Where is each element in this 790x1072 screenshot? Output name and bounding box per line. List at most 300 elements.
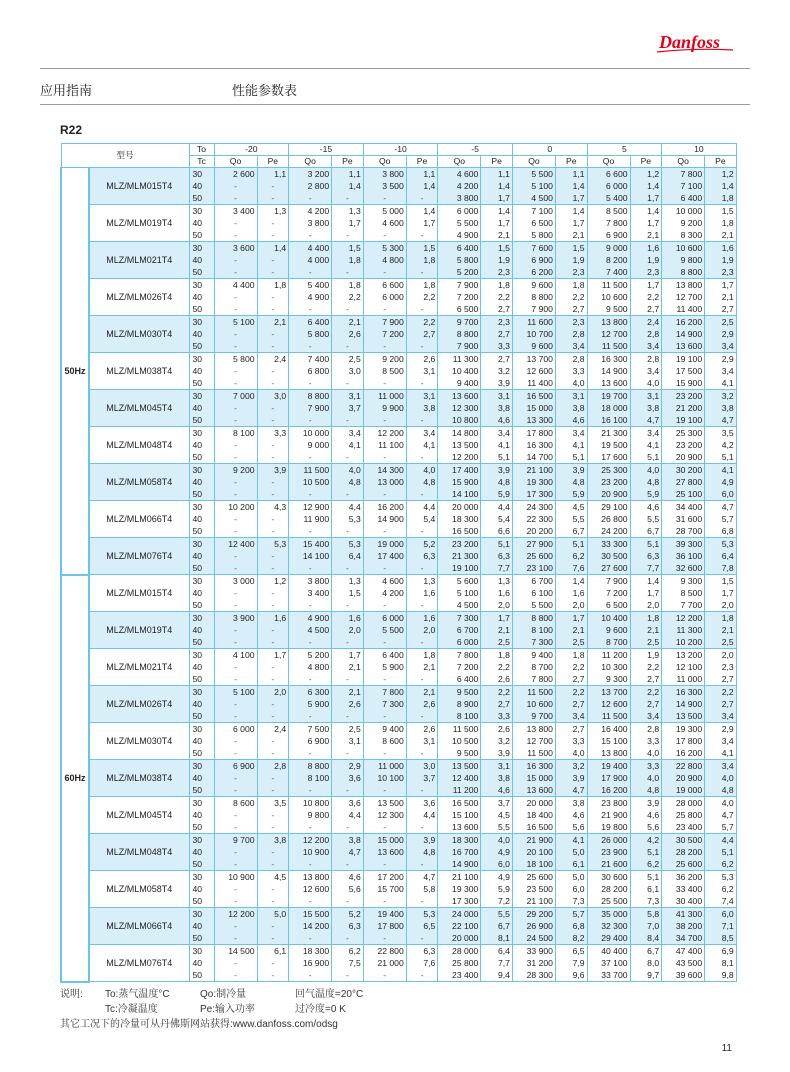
qo-value: 17 600 bbox=[587, 451, 630, 464]
pe-value: - bbox=[257, 821, 289, 834]
pe-value: 5,3 bbox=[332, 513, 364, 525]
to-value: -10 bbox=[363, 144, 438, 156]
pe-value: 7,7 bbox=[481, 562, 513, 575]
pe-value: 2,1 bbox=[481, 624, 513, 636]
qo-value: 14 900 bbox=[662, 328, 705, 340]
qo-value: - bbox=[214, 932, 257, 945]
tc-value: 40 bbox=[189, 217, 214, 229]
pe-value: 4,2 bbox=[630, 834, 662, 847]
pe-value: 4,0 bbox=[332, 464, 364, 477]
pe-value: 6,3 bbox=[332, 920, 364, 932]
qo-value: - bbox=[289, 599, 332, 612]
pe-value: 1,8 bbox=[332, 279, 364, 292]
pe-value: - bbox=[257, 229, 289, 242]
qo-value: 19 100 bbox=[662, 353, 705, 366]
tc-value: 30 bbox=[189, 205, 214, 218]
qo-value: 9 800 bbox=[289, 809, 332, 821]
qo-value: - bbox=[289, 303, 332, 316]
qo-value: - bbox=[289, 229, 332, 242]
qo-value: 4 800 bbox=[363, 254, 406, 266]
table-row bbox=[61, 575, 736, 588]
table-row bbox=[61, 945, 736, 958]
pe-value: 6,1 bbox=[555, 858, 587, 871]
tc-value: 40 bbox=[189, 476, 214, 488]
tc-value: 50 bbox=[189, 673, 214, 686]
notes-line-1 bbox=[60, 987, 735, 1002]
qo-value: 6 000 bbox=[587, 180, 630, 192]
pe-value: 4,0 bbox=[555, 377, 587, 390]
qo-value: 21 000 bbox=[363, 957, 406, 969]
pe-value: 1,3 bbox=[406, 575, 438, 588]
qo-value: - bbox=[363, 858, 406, 871]
to-value: -20 bbox=[214, 144, 289, 156]
qo-value: 23 200 bbox=[662, 439, 705, 451]
pe-value: 4,0 bbox=[705, 772, 737, 784]
qo-value: 30 500 bbox=[662, 834, 705, 847]
pe-value: 4,0 bbox=[630, 747, 662, 760]
pe-value: 4,6 bbox=[555, 414, 587, 427]
pe-value: 4,4 bbox=[705, 834, 737, 847]
qo-value: 2 600 bbox=[214, 168, 257, 181]
pe-value: 3,9 bbox=[406, 834, 438, 847]
pe-value: 2,0 bbox=[257, 686, 289, 699]
qo-value: 6 500 bbox=[587, 599, 630, 612]
pe-value: 3,8 bbox=[481, 402, 513, 414]
qo-label: Qo bbox=[438, 156, 481, 168]
qo-value: 3 800 bbox=[289, 217, 332, 229]
qo-value: 10 600 bbox=[587, 291, 630, 303]
pe-label: Pe bbox=[481, 156, 513, 168]
pe-value: - bbox=[257, 969, 289, 982]
qo-value: 12 200 bbox=[363, 427, 406, 440]
qo-value: 30 600 bbox=[587, 871, 630, 884]
qo-value: 13 800 bbox=[289, 871, 332, 884]
qo-value: 28 300 bbox=[512, 969, 555, 982]
qo-value: 19 100 bbox=[438, 562, 481, 575]
qo-value: 9 600 bbox=[512, 279, 555, 292]
pe-value: 1,4 bbox=[406, 205, 438, 218]
tc-value: 40 bbox=[189, 920, 214, 932]
pe-value: 1,8 bbox=[481, 649, 513, 662]
pe-value: 2,0 bbox=[481, 599, 513, 612]
pe-value: - bbox=[257, 340, 289, 353]
qo-value: 8 600 bbox=[363, 735, 406, 747]
pe-value: - bbox=[406, 969, 438, 982]
qo-value: 16 500 bbox=[512, 390, 555, 403]
pe-value: - bbox=[406, 636, 438, 649]
qo-value: - bbox=[289, 488, 332, 501]
qo-value: 13 500 bbox=[363, 797, 406, 810]
qo-value: 6 900 bbox=[214, 760, 257, 773]
pe-value: 2,7 bbox=[555, 698, 587, 710]
qo-value: 5 400 bbox=[587, 192, 630, 205]
pe-value: 6,8 bbox=[705, 525, 737, 538]
qo-value: 7 600 bbox=[512, 242, 555, 255]
pe-value: 2,7 bbox=[630, 303, 662, 316]
tc-value: 30 bbox=[189, 760, 214, 773]
qo-value: 12 700 bbox=[587, 328, 630, 340]
qo-value: 10 000 bbox=[662, 205, 705, 218]
qo-value: 13 600 bbox=[662, 340, 705, 353]
pe-value: 3,4 bbox=[481, 427, 513, 440]
qo-value: 25 600 bbox=[662, 858, 705, 871]
qo-value: 9 900 bbox=[363, 402, 406, 414]
qo-value: - bbox=[214, 784, 257, 797]
qo-value: 30 500 bbox=[587, 550, 630, 562]
pe-label: Pe bbox=[630, 156, 662, 168]
qo-value: - bbox=[363, 932, 406, 945]
pe-value: 5,9 bbox=[555, 488, 587, 501]
pe-value: - bbox=[257, 661, 289, 673]
qo-value: 6 500 bbox=[512, 217, 555, 229]
qo-value: - bbox=[363, 266, 406, 279]
qo-value: 4 200 bbox=[363, 587, 406, 599]
qo-value: - bbox=[214, 846, 257, 858]
pe-value: 4,5 bbox=[555, 501, 587, 514]
qo-value: 5 400 bbox=[289, 279, 332, 292]
qo-value: 25 800 bbox=[662, 809, 705, 821]
qo-value: 27 900 bbox=[512, 538, 555, 551]
pe-value: 8,1 bbox=[481, 932, 513, 945]
pe-value: 2,6 bbox=[406, 353, 438, 366]
qo-value: 5 800 bbox=[289, 328, 332, 340]
qo-value: 12 600 bbox=[512, 365, 555, 377]
qo-value: 9 200 bbox=[363, 353, 406, 366]
pe-value: 8,4 bbox=[630, 932, 662, 945]
pe-value: 1,6 bbox=[555, 587, 587, 599]
qo-value: 8 700 bbox=[587, 636, 630, 649]
pe-value: 1,8 bbox=[406, 649, 438, 662]
pe-value: 1,4 bbox=[406, 180, 438, 192]
qo-value: 9 300 bbox=[662, 575, 705, 588]
pe-value: 6,1 bbox=[630, 883, 662, 895]
pe-value: 6,2 bbox=[555, 550, 587, 562]
qo-value: 17 800 bbox=[662, 735, 705, 747]
pe-value: - bbox=[257, 414, 289, 427]
tc-value: 40 bbox=[189, 550, 214, 562]
pe-value: - bbox=[406, 562, 438, 575]
pe-value: - bbox=[257, 328, 289, 340]
qo-value: 10 500 bbox=[289, 476, 332, 488]
qo-value: 10 800 bbox=[289, 797, 332, 810]
qo-value: 17 500 bbox=[662, 365, 705, 377]
pe-value: 3,3 bbox=[257, 427, 289, 440]
pe-value: 5,9 bbox=[630, 488, 662, 501]
qo-value: 9 000 bbox=[289, 439, 332, 451]
pe-value: - bbox=[257, 920, 289, 932]
pe-value: 1,4 bbox=[705, 180, 737, 192]
pe-value: - bbox=[257, 883, 289, 895]
qo-value: 12 600 bbox=[289, 883, 332, 895]
pe-value: 3,7 bbox=[332, 402, 364, 414]
pe-value: 1,3 bbox=[332, 575, 364, 588]
pe-value: 2,2 bbox=[555, 291, 587, 303]
qo-value: - bbox=[363, 969, 406, 982]
qo-value: 5 100 bbox=[214, 316, 257, 329]
pe-value: 6,7 bbox=[630, 945, 662, 958]
qo-value: 18 100 bbox=[512, 858, 555, 871]
model-name: MLZ/MLM048T4 bbox=[89, 834, 189, 871]
pe-value: 4,7 bbox=[705, 414, 737, 427]
qo-value: 4 500 bbox=[512, 192, 555, 205]
table-row bbox=[61, 464, 736, 477]
qo-value: 17 300 bbox=[438, 895, 481, 908]
pe-value: - bbox=[332, 710, 364, 723]
qo-value: 13 700 bbox=[512, 353, 555, 366]
pe-value: 1,5 bbox=[332, 242, 364, 255]
qo-value: 24 200 bbox=[587, 525, 630, 538]
pe-value: 9,6 bbox=[555, 969, 587, 982]
qo-value: 17 300 bbox=[512, 488, 555, 501]
pe-value: - bbox=[257, 439, 289, 451]
qo-value: 16 500 bbox=[438, 797, 481, 810]
pe-value: 1,4 bbox=[257, 242, 289, 255]
pe-value: - bbox=[332, 784, 364, 797]
danfoss-logo bbox=[655, 28, 735, 56]
tc-value: 40 bbox=[189, 180, 214, 192]
pe-value: 5,2 bbox=[406, 538, 438, 551]
qo-value: 3 200 bbox=[289, 168, 332, 181]
qo-value: 8 100 bbox=[289, 772, 332, 784]
pe-value: 3,4 bbox=[705, 365, 737, 377]
pe-value: 2,6 bbox=[406, 698, 438, 710]
qo-value: 3 800 bbox=[363, 168, 406, 181]
pe-value: 4,0 bbox=[406, 464, 438, 477]
pe-value: 2,8 bbox=[630, 328, 662, 340]
qo-value: 7 800 bbox=[363, 686, 406, 699]
pe-value: 2,1 bbox=[555, 624, 587, 636]
qo-value: 34 400 bbox=[662, 501, 705, 514]
pe-value: - bbox=[406, 229, 438, 242]
pe-value: 2,9 bbox=[332, 760, 364, 773]
pe-value: 1,5 bbox=[332, 587, 364, 599]
qo-value: - bbox=[214, 340, 257, 353]
pe-label: Pe bbox=[332, 156, 364, 168]
qo-value: 5 500 bbox=[363, 624, 406, 636]
qo-value: 28 200 bbox=[662, 846, 705, 858]
pe-value: 7,6 bbox=[555, 562, 587, 575]
pe-value: 5,1 bbox=[630, 538, 662, 551]
pe-value: 6,1 bbox=[257, 945, 289, 958]
pe-value: 1,7 bbox=[555, 612, 587, 625]
pe-value: 4,9 bbox=[705, 476, 737, 488]
qo-value: 13 800 bbox=[662, 279, 705, 292]
pe-value: - bbox=[257, 599, 289, 612]
qo-value: 20 000 bbox=[512, 797, 555, 810]
pe-value: 7,8 bbox=[705, 562, 737, 575]
qo-value: 14 500 bbox=[214, 945, 257, 958]
pe-value: 2,9 bbox=[705, 723, 737, 736]
qo-value: 14 100 bbox=[438, 488, 481, 501]
qo-value: 7 200 bbox=[438, 661, 481, 673]
qo-value: 6 200 bbox=[512, 266, 555, 279]
pe-value: 5,0 bbox=[555, 871, 587, 884]
qo-value: 16 100 bbox=[587, 414, 630, 427]
qo-value: - bbox=[363, 451, 406, 464]
qo-value: 3 800 bbox=[438, 192, 481, 205]
tc-value: 40 bbox=[189, 587, 214, 599]
qo-value: 11 200 bbox=[438, 784, 481, 797]
qo-value: 26 900 bbox=[512, 920, 555, 932]
pe-value: 3,1 bbox=[555, 390, 587, 403]
pe-value: 1,5 bbox=[555, 242, 587, 255]
qo-value: - bbox=[214, 377, 257, 390]
pe-value: - bbox=[406, 599, 438, 612]
pe-value: 1,7 bbox=[555, 192, 587, 205]
qo-value: 13 000 bbox=[363, 476, 406, 488]
pe-value: 2,2 bbox=[555, 686, 587, 699]
qo-value: - bbox=[214, 291, 257, 303]
qo-label: Qo bbox=[587, 156, 630, 168]
qo-value: 11 500 bbox=[438, 723, 481, 736]
pe-value: 2,5 bbox=[705, 636, 737, 649]
qo-value: 25 500 bbox=[587, 895, 630, 908]
pe-value: - bbox=[257, 624, 289, 636]
pe-value: 2,3 bbox=[705, 661, 737, 673]
qo-value: - bbox=[214, 858, 257, 871]
pe-value: 2,4 bbox=[257, 353, 289, 366]
pe-value: 3,1 bbox=[481, 390, 513, 403]
pe-value: 4,0 bbox=[555, 747, 587, 760]
qo-value: 11 200 bbox=[587, 649, 630, 662]
qo-value: - bbox=[363, 821, 406, 834]
pe-value: 1,2 bbox=[257, 575, 289, 588]
qo-value: - bbox=[214, 957, 257, 969]
pe-value: 1,6 bbox=[332, 612, 364, 625]
qo-value: 6 400 bbox=[363, 649, 406, 662]
pe-value: 1,4 bbox=[555, 575, 587, 588]
svg-text:Danfoss: Danfoss bbox=[659, 32, 721, 52]
pe-value: 3,3 bbox=[555, 365, 587, 377]
qo-value: 11 500 bbox=[512, 747, 555, 760]
pe-value: 7,0 bbox=[630, 920, 662, 932]
pe-value: 1,4 bbox=[555, 205, 587, 218]
pe-value: 2,3 bbox=[481, 266, 513, 279]
pe-value: 4,6 bbox=[630, 501, 662, 514]
tc-value: 50 bbox=[189, 414, 214, 427]
pe-value: 3,0 bbox=[406, 760, 438, 773]
pe-value: 3,8 bbox=[481, 772, 513, 784]
qo-value: 23 900 bbox=[587, 846, 630, 858]
qo-value: 6 400 bbox=[438, 242, 481, 255]
model-name: MLZ/MLM076T4 bbox=[89, 945, 189, 982]
qo-value: 6 300 bbox=[289, 686, 332, 699]
pe-value: 2,6 bbox=[406, 723, 438, 736]
qo-value: 4 500 bbox=[289, 624, 332, 636]
qo-value: 21 300 bbox=[587, 427, 630, 440]
qo-value: - bbox=[289, 673, 332, 686]
qo-value: 8 800 bbox=[289, 760, 332, 773]
pe-value: 5,1 bbox=[705, 846, 737, 858]
qo-value: 5 200 bbox=[289, 649, 332, 662]
qo-value: 5 800 bbox=[512, 229, 555, 242]
pe-value: 9,7 bbox=[630, 969, 662, 982]
qo-value: 28 000 bbox=[662, 797, 705, 810]
pe-value: 3,9 bbox=[481, 747, 513, 760]
qo-value: 43 500 bbox=[662, 957, 705, 969]
pe-value: - bbox=[332, 969, 364, 982]
pe-value: 1,8 bbox=[406, 254, 438, 266]
pe-value: 1,4 bbox=[481, 205, 513, 218]
notes-label: 说明: bbox=[60, 988, 83, 1000]
qo-value: 16 500 bbox=[438, 525, 481, 538]
pe-value: 2,6 bbox=[332, 698, 364, 710]
pe-value: 6,0 bbox=[481, 858, 513, 871]
qo-value: 15 900 bbox=[662, 377, 705, 390]
qo-value: 5 500 bbox=[438, 217, 481, 229]
qo-value: - bbox=[363, 192, 406, 205]
pe-value: - bbox=[332, 599, 364, 612]
pe-value: 1,9 bbox=[481, 254, 513, 266]
pe-value: 2,3 bbox=[555, 266, 587, 279]
pe-value: 3,2 bbox=[555, 760, 587, 773]
qo-value: 7 900 bbox=[438, 279, 481, 292]
qo-value: 3 400 bbox=[289, 587, 332, 599]
qo-value: 9 300 bbox=[587, 673, 630, 686]
qo-value: 5 000 bbox=[363, 205, 406, 218]
pe-value: 1,5 bbox=[481, 242, 513, 255]
pe-value: 1,4 bbox=[630, 575, 662, 588]
model-name: MLZ/MLM038T4 bbox=[89, 760, 189, 797]
tc-value: 50 bbox=[189, 562, 214, 575]
pe-value: 2,7 bbox=[555, 303, 587, 316]
model-name: MLZ/MLM026T4 bbox=[89, 279, 189, 316]
qo-value: 28 200 bbox=[587, 883, 630, 895]
qo-value: 11 500 bbox=[512, 686, 555, 699]
qo-value: 33 300 bbox=[587, 538, 630, 551]
pe-value: 4,1 bbox=[555, 439, 587, 451]
pe-value: 5,5 bbox=[481, 908, 513, 921]
pe-value: 3,2 bbox=[705, 390, 737, 403]
pe-value: 7,9 bbox=[555, 957, 587, 969]
qo-value: 19 400 bbox=[587, 760, 630, 773]
tc-value: 40 bbox=[189, 772, 214, 784]
qo-value: 11 000 bbox=[363, 390, 406, 403]
qo-label: Qo bbox=[289, 156, 332, 168]
header-left-title: 应用指南 bbox=[40, 83, 93, 98]
pe-value: 6,3 bbox=[406, 945, 438, 958]
qo-value: 5 100 bbox=[438, 587, 481, 599]
qo-value: 11 400 bbox=[512, 377, 555, 390]
qo-value: 8 100 bbox=[438, 710, 481, 723]
pe-value: 5,6 bbox=[332, 883, 364, 895]
pe-value: 5,6 bbox=[630, 821, 662, 834]
tc-label: Tc bbox=[189, 156, 214, 168]
pe-value: 6,5 bbox=[406, 920, 438, 932]
pe-value: 7,7 bbox=[630, 562, 662, 575]
qo-value: 5 600 bbox=[438, 575, 481, 588]
pe-value: 1,7 bbox=[257, 649, 289, 662]
qo-value: 5 900 bbox=[289, 698, 332, 710]
qo-value: 10 300 bbox=[587, 661, 630, 673]
qo-value: 31 200 bbox=[512, 957, 555, 969]
pe-value: 2,0 bbox=[406, 624, 438, 636]
pe-value: 3,4 bbox=[705, 340, 737, 353]
qo-value: 14 900 bbox=[587, 365, 630, 377]
pe-value: 2,6 bbox=[481, 723, 513, 736]
pe-value: 6,0 bbox=[705, 488, 737, 501]
pe-value: 7,3 bbox=[630, 895, 662, 908]
pe-value: 1,5 bbox=[705, 575, 737, 588]
pe-value: 2,2 bbox=[481, 686, 513, 699]
qo-value: 10 700 bbox=[512, 328, 555, 340]
pe-value: - bbox=[257, 377, 289, 390]
pe-value: 5,1 bbox=[555, 538, 587, 551]
pe-value: 3,4 bbox=[555, 427, 587, 440]
qo-value: 6 600 bbox=[363, 279, 406, 292]
qo-value: 10 000 bbox=[289, 427, 332, 440]
pe-value: 4,8 bbox=[555, 476, 587, 488]
